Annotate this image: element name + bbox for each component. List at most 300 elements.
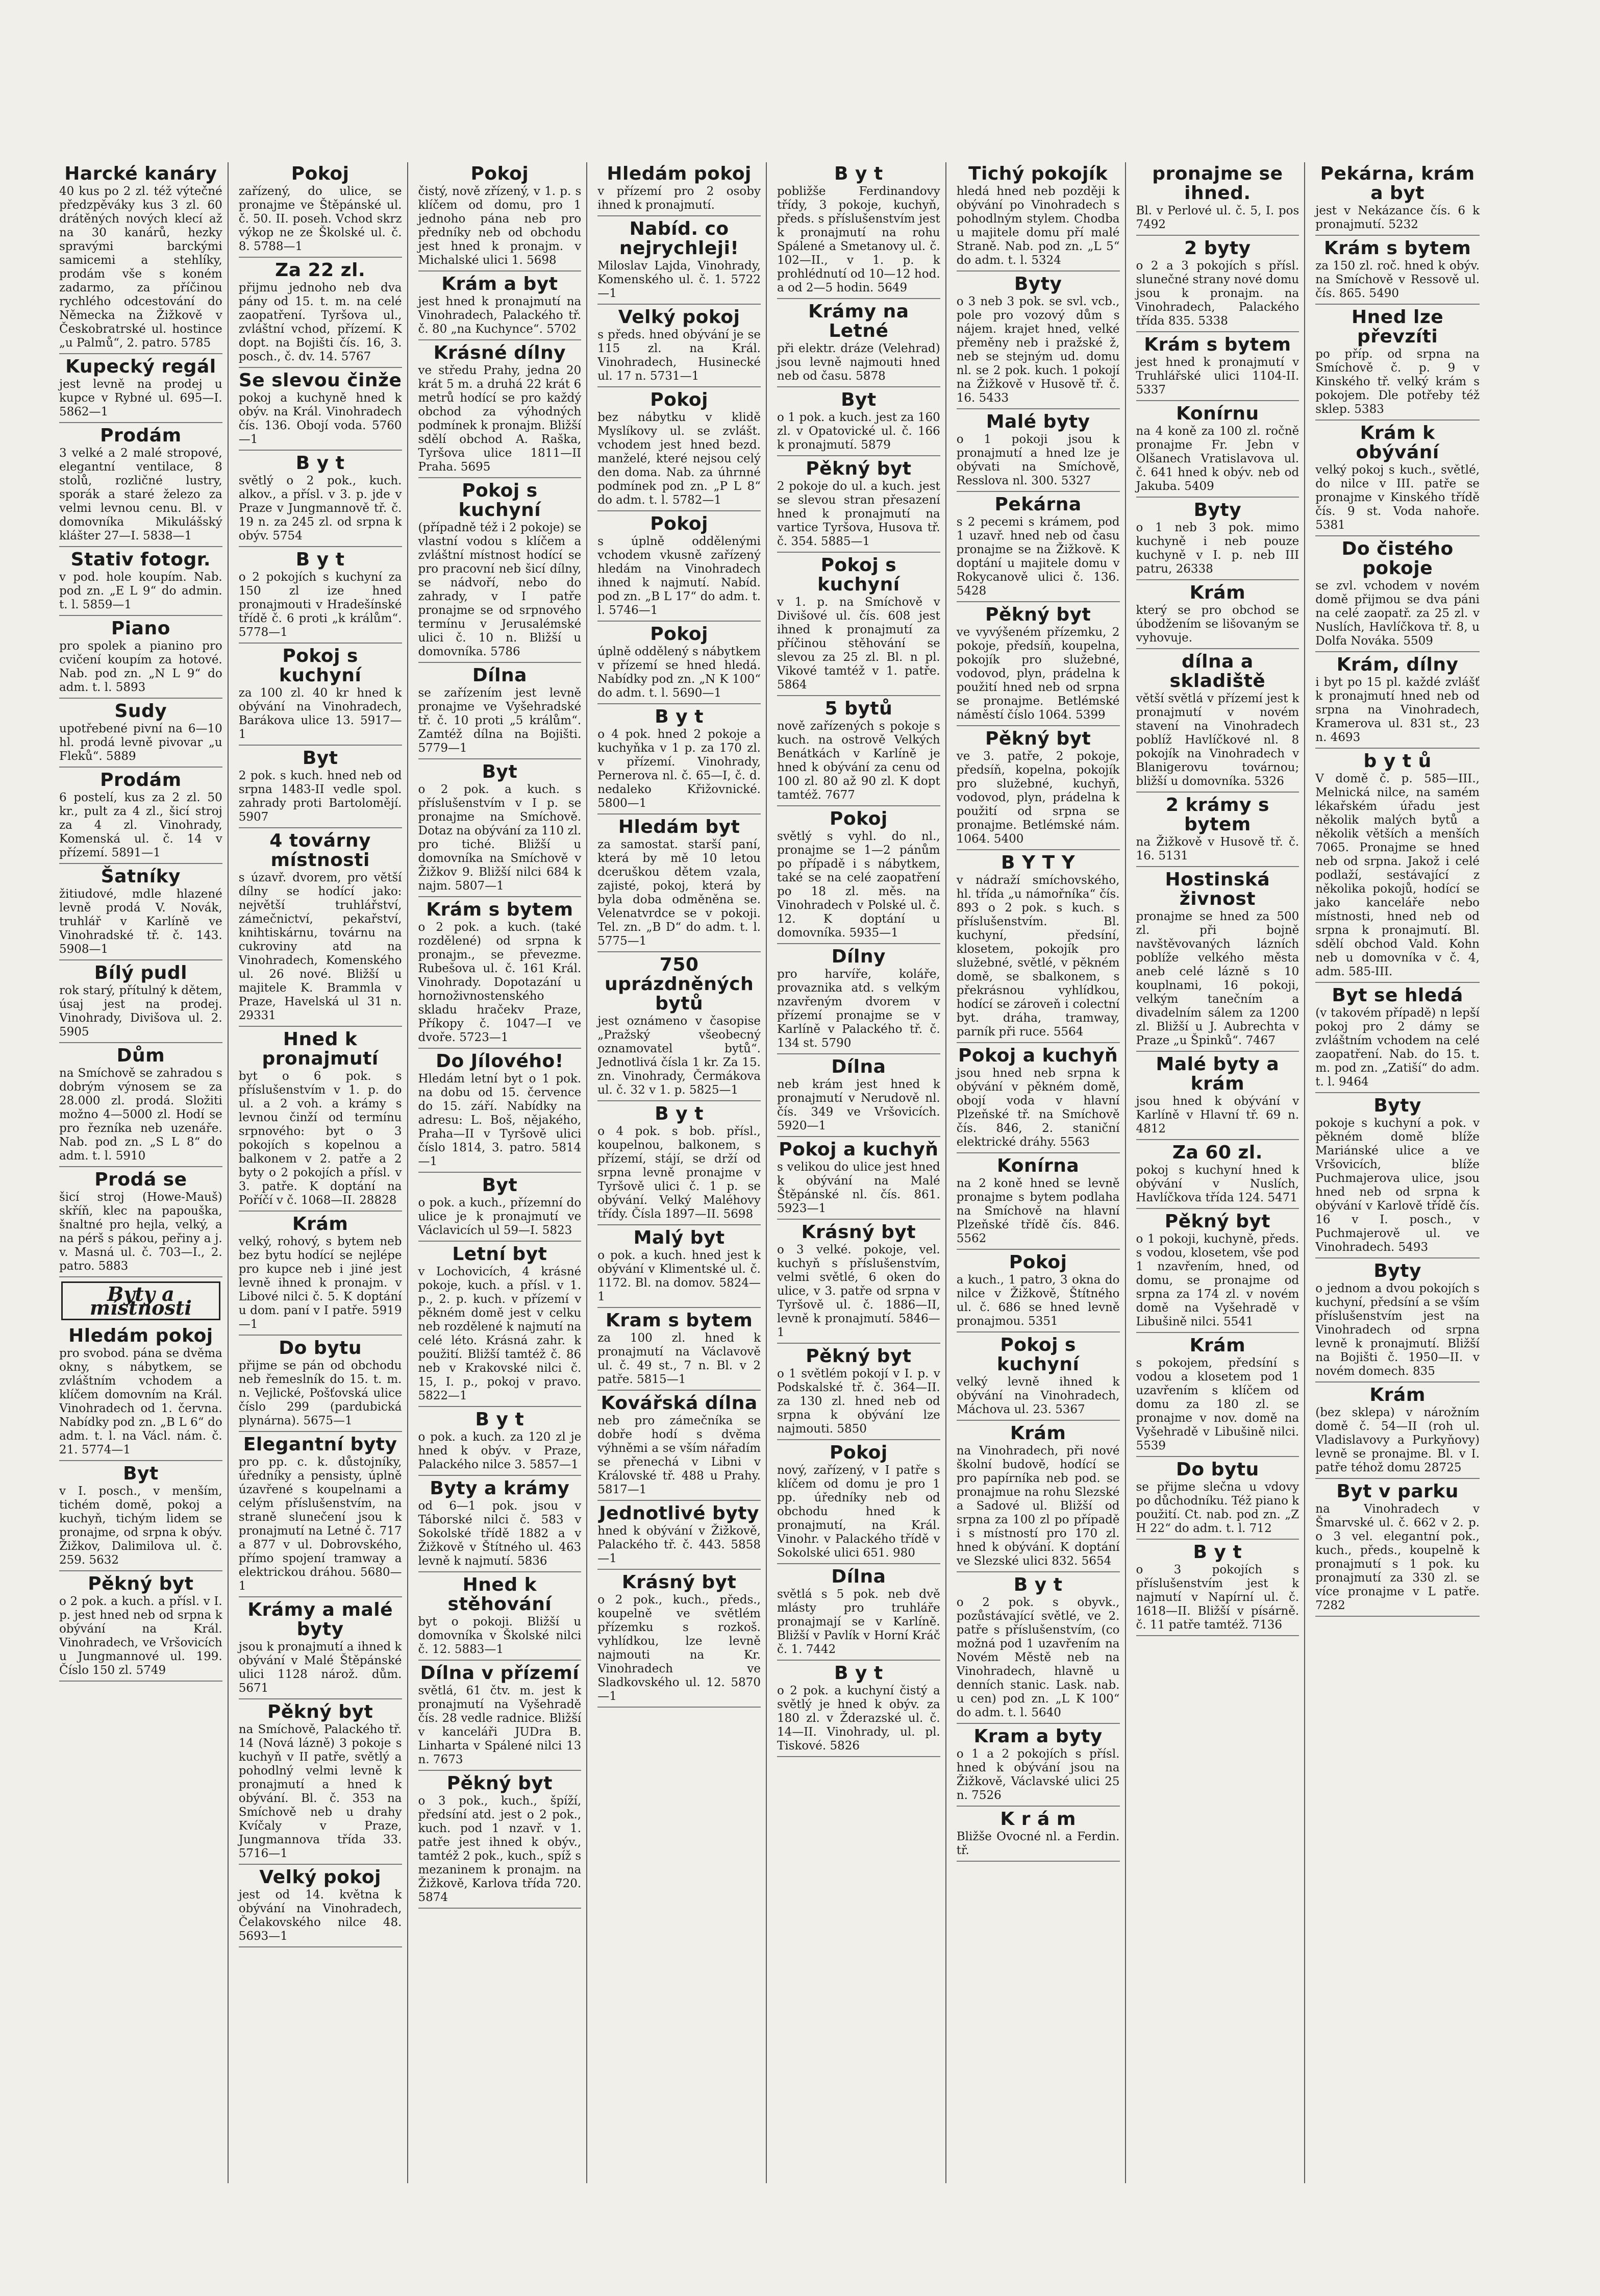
classified-ad xyxy=(597,623,761,704)
page-column xyxy=(774,162,946,2183)
ad-body: v I. posch., v menším, tichém domě, pokoj a kuchyň, tichým lidem se pronajme, od srpna k obýv. Žižkov, Dalimilova ul. č. 259. 5632 xyxy=(59,1485,222,1567)
classified-ad xyxy=(418,1174,582,1242)
newspaper-classifieds-page xyxy=(56,162,1485,2183)
classified-ad xyxy=(957,1044,1120,1153)
ad-body: o pok. a kuch. za 120 zl je hned k obýv. v Praze, Palackého nilce 3. 5857—1 xyxy=(418,1430,582,1471)
classified-ad xyxy=(597,1226,761,1308)
ad-heading: Byty xyxy=(1373,1095,1421,1116)
ad-heading: Krám s bytem xyxy=(1323,238,1471,259)
classified-ad xyxy=(59,1168,222,1277)
ad-body: Bl. v Perlové ul. č. 5, I. pos 7492 xyxy=(1136,204,1299,231)
ad-heading: Krám xyxy=(1010,1423,1066,1444)
ad-body: po příp. od srpna na Smíchově č. p. 9 v Kinského tř. velký krám s pokojem. Dle potřeby též sklep. 5383 xyxy=(1315,348,1480,416)
ad-heading: Pokoj a kuchyň xyxy=(958,1045,1118,1066)
ad-heading: Pekárna xyxy=(994,494,1082,515)
ad-heading: Konírna xyxy=(997,1155,1080,1176)
ad-body: na Vinohradech v Šmarvské ul. č. 662 v 2. p. o 3 vel. elegantní pok., kuch., předs., koupelně k pronajmutí s 1 pok. ku pronajmutí za 330 zl. se více pronajme v L patře. 7282 xyxy=(1315,1502,1480,1612)
page-column xyxy=(56,162,229,2183)
ad-heading: Stativ fotogr. xyxy=(70,549,211,570)
classified-ad xyxy=(1136,1141,1299,1209)
ad-body: na Žižkově v Husově tř. č. 16. 5131 xyxy=(1136,835,1299,862)
ad-heading: Hostinská živnost xyxy=(1165,869,1270,909)
ad-body: pronajme se hned za 500 zl. při bojně navštěvovaných lázních poblíže velkého města aneb celé lázně s 10 kouplnami, 16 pokoji, velkým tanečním a divadelním sálem za 1200 zl. Bližší u J. Aubrechta v Praze „u Špinků“. 7467 xyxy=(1136,910,1299,1047)
classified-ad xyxy=(597,1392,761,1501)
ad-body: Hledám letní byt o 1 pok. na dobu od 15. července do 15. září. Nabídky na adresu: L. Boš, nějakého, Praha—II v Tyršově ulici číslo 1814, 3. patro. 5814—1 xyxy=(418,1072,582,1168)
ad-body: jest v Nekázance čís. 6 k pronajmutí. 5232 xyxy=(1315,204,1480,231)
ad-heading: Byty xyxy=(1193,500,1242,521)
classified-ad xyxy=(59,961,222,1043)
classified-ad xyxy=(597,705,761,814)
ad-heading: Piano xyxy=(111,618,170,639)
ad-body: o 2 pok. a kuch. s příslušenstvím v I p. se pronajme na Smíchově. Dotaz na obývání za 110 zl. pro tiché. Bližší u domovníka na Smíchově v Žižkov 9. Bližší nilci 684 k najm. 5807—1 xyxy=(418,783,582,893)
classified-ad xyxy=(597,953,761,1101)
ad-body: (v takovém případě) n lepší pokoj pro 2 dámy se zvláštním vchodem na celé zaopatření. Nab. do 15. t. m. pod zn. „Zatiší“ do adm. t. l. 9464 xyxy=(1315,1006,1480,1089)
ad-body: jest od 14. května k obývání na Vinohradech, Čelakovského nilce 48. 5693—1 xyxy=(238,1888,402,1943)
classified-ad xyxy=(957,603,1120,726)
ad-body: o 2 pok. a kuchyní čistý a světlý je hned k obýv. za 180 zl. v Žderazské ul. č. 14—II. Vinohrady, ul. pl. Tiskové. 5826 xyxy=(777,1684,940,1752)
classified-ad xyxy=(239,1866,402,1947)
ad-heading: 750 uprázdněných bytů xyxy=(604,954,754,1014)
page-column xyxy=(1133,162,1306,2183)
ad-heading: Byty xyxy=(1014,274,1062,294)
ad-body: Bližše Ovocné nl. a Ferdin. tř. xyxy=(956,1830,1120,1857)
classified-ad xyxy=(957,1573,1120,1724)
classified-ad xyxy=(777,1221,940,1344)
ad-body: se přijme slečna u vdovy po důchodníku. Též piano k použití. Ct. nab. pod zn. „Z H 22“ do adm. t. l. 712 xyxy=(1136,1480,1299,1535)
ad-heading: Malé byty a krám xyxy=(1156,1054,1280,1094)
ad-body: za 100 zl. hned k pronajmutí na Václavově ul. č. 49 st., 7 n. Bl. v 2 patře. 5815—1 xyxy=(597,1331,761,1386)
ad-body: nový, zařízený, v I patře s klíčem od domu je pro 1 pp. úředníky neb od obchodu hned k pronajmutí, na Král. Vinohr. v Palackého třídě v Sokolské ulici 651. 980 xyxy=(777,1464,940,1560)
ad-heading: B y t xyxy=(295,549,345,570)
ad-body: pobližše Ferdinandovy třídy, 3 pokoje, kuchyň, předs. s příslušenstvím jest k pronajmutí na rohu Spálené a Smetanovy ul. č. 102—II., v 1. p. k prohlédnutí od 10—12 hod. a od 2—5 hodin. 5649 xyxy=(777,185,940,294)
ad-body: 2 pokoje do ul. a kuch. jest se slevou stran přesazení hned k pronajmutí na vartice Tyršova, Husova tř. č. 354. 5885—1 xyxy=(777,480,940,548)
ad-body: v pod. hole koupím. Nab. pod zn. „E L 9“ do admin. t. l. 5859—1 xyxy=(59,571,222,611)
ad-body: se zařízením jest levně pronajme ve Vyšehradské tř. č. 10 proti „5 králům“. Zamtéž dílna na Bojišti. 5779—1 xyxy=(418,686,582,755)
ad-body: o 1 pokoji, kuchyně, předs. s vodou, klosetem, vše pod 1 nzavřením, hned, od domu, se pronajme od srpna za 174 zl. v novém domě na Vyšehradě v Libušině nilci. 5541 xyxy=(1136,1232,1299,1328)
ad-heading: Do čistého pokoje xyxy=(1341,538,1454,579)
ad-body: o jednom a dvou pokojích s kuchyní, předsíní a se vším příslušenstvím jest na Vinohradech od srpna levně k pronajmutí. Bližší na Bojišti č. 1950—II. v novém domech. 835 xyxy=(1315,1282,1480,1378)
ad-heading: Nabíd. co nejrychleji! xyxy=(619,218,739,259)
ad-heading: Pokoj xyxy=(650,513,708,534)
ad-heading: Byt xyxy=(482,1175,518,1196)
ad-body: přijmu jednoho neb dva pány od 15. t. m. na celé zaopatření. Tyršova ul., zvláštní vchod, přízemí. K dopt. na Bojišti čís. 16, 3. posch., č. dv. 14. 5767 xyxy=(238,281,402,363)
classified-ad xyxy=(1315,984,1480,1093)
ad-heading: Krám, dílny xyxy=(1336,654,1459,675)
ad-body: čistý, nově zřízený, v 1. p. s klíčem od domu, pro 1 jednoho pána neb pro předníky neb od obchodu jest hned k pronajm. v Michalské ulici 1. 5698 xyxy=(418,185,582,267)
classified-ad xyxy=(239,747,402,828)
ad-heading: 2 krámy s bytem xyxy=(1165,795,1269,835)
ad-heading: Letní byt xyxy=(452,1244,547,1265)
ad-body: 6 postelí, kus za 2 zl. 50 kr., pult za 4 zl., šicí stroj za 4 zl. Vinohrady, Komenská ul. č. 14 v přízemí. 5891—1 xyxy=(59,791,222,859)
classified-ad xyxy=(957,1334,1120,1421)
classified-ad xyxy=(1315,537,1480,652)
ad-heading: B y t xyxy=(1013,1574,1063,1595)
ad-heading: Pokoj xyxy=(1009,1252,1067,1273)
ad-heading: B y t xyxy=(834,1663,883,1684)
ad-heading: Krám s bytem xyxy=(426,899,573,920)
classified-ad xyxy=(59,865,222,960)
ad-body: ve vyvýšeném přízemku, 2 pokoje, předsíň, koupelna, pokojík pro služebné, vodovod, plyn, prádelna k použití hned neb od srpna se pronajme. Betlémské náměstí číslo 1064. 5399 xyxy=(956,626,1120,722)
ad-body: velký pokoj s kuch., světlé, do nilce v III. patře se pronajme v Kinského třídě čís. 9 st. Voda nahoře. 5381 xyxy=(1315,463,1480,532)
ad-body: Miloslav Lajda, Vinohrady, Komenského ul. č. 1. 5722—1 xyxy=(597,259,761,300)
ad-body: s úzavř. dvorem, pro větší dílny se hodící jako: největší truhlářství, zámečnictví, pekařství, knihtiskárnu, továrnu na cukroviny atd na Vinohradech, Komenského ul. 26 nové. Bližší u majitele K. Brammla v Praze, Havelská ul 31 n. 29331 xyxy=(238,871,402,1022)
classified-ad xyxy=(777,1565,940,1661)
classified-ad xyxy=(1136,333,1299,401)
ad-heading: Krásný byt xyxy=(801,1222,916,1243)
classified-ad xyxy=(1315,750,1480,983)
ad-heading: Hned k stěhování xyxy=(447,1574,552,1615)
ad-body: v Lochovicích, 4 krásné pokoje, kuch. a přísl. v 1. p., 2. p. kuch. v přízemí v pěkném domě jest v celku neb rozdělené k najmutí na celé léto. Krásná zahr. k použití. Bližší tamtéž č. 86 neb v Krakovské nilci č. 15, I. p., pokoj v pravo. 5822—1 xyxy=(418,1265,582,1402)
classified-ad xyxy=(1315,422,1480,536)
classified-ad xyxy=(418,1477,582,1572)
ad-heading: Elegantní byty xyxy=(243,1434,397,1455)
ad-body: nově zařízených s pokoje s kuch. na ostrově Velkých Benátkách v Karlíně je hned k obývání za cenu od 100 zl. 80 až 90 zl. K dopt tamtéž. 7677 xyxy=(777,720,940,802)
ad-heading: B y t xyxy=(655,706,704,727)
ad-heading: Byt v parku xyxy=(1336,1481,1459,1502)
classified-ad xyxy=(957,493,1120,602)
ad-heading: Jednotlivé byty xyxy=(599,1503,759,1524)
classified-ad xyxy=(777,1662,940,1757)
ad-body: od 6—1 pok. jsou v Táborské nilci č. 583 v Sokolské třídě 1882 a v Žižkově v Štítného ul. 463 levně k najmutí. 5836 xyxy=(418,1499,582,1568)
ad-heading: Do Jílového! xyxy=(436,1051,564,1072)
ad-heading: Pokoj xyxy=(830,1442,888,1463)
section-banner: Byty a místnosti xyxy=(61,1281,220,1320)
ad-heading: Tichý pokojík xyxy=(968,163,1108,184)
page-column xyxy=(236,162,408,2183)
classified-ad xyxy=(1136,581,1299,649)
ad-heading: Malé byty xyxy=(986,411,1090,432)
ad-body: který se pro obchod se úbodžením se lišovaným se vyhovuje. xyxy=(1136,604,1299,645)
ad-heading: Hledám pokoj xyxy=(607,163,752,184)
classified-ad xyxy=(1315,1260,1480,1382)
ad-body: světlá, 61 čtv. m. jest k pronajmutí na Vyšehradě čís. 28 vedle radnice. Bližší v kanceláři JUDra B. Linharta v Spálené nilci 13 n. 7673 xyxy=(418,1684,582,1766)
ad-heading: Pekárna, krám a byt xyxy=(1320,163,1475,204)
ad-heading: Se slevou činže xyxy=(238,370,402,391)
ad-heading: Pěkný byt xyxy=(1164,1211,1271,1232)
classified-ad xyxy=(239,452,402,547)
classified-ad xyxy=(418,1408,582,1476)
classified-ad xyxy=(59,700,222,768)
classified-ad xyxy=(418,760,582,897)
classified-ad xyxy=(418,1772,582,1909)
ad-body: žitiudové, mdle hlazené levně prodá V. Novák, truhlář v Karlíně ve Vinohradské tř. č. 143. 5908—1 xyxy=(59,887,222,956)
classified-ad xyxy=(1136,402,1299,498)
ad-body: V domě č. p. 585—III., Melnická nilce, na samém lékařském úřadu jest několik malých bytů a několik větších a menších 7065. Pronajme se hned neb od srpna. Jakož i celé podlaží, sestávající z několika pokojů, hodící se jako kanceláře nebo místnosti, hned neb od srpna k pronajmutí. Bl. sdělí obchod Vald. Kohn neb u domovníka v č. 4, adm. 585-III. xyxy=(1315,772,1480,978)
ad-heading: Krám s bytem xyxy=(1144,334,1291,355)
ad-heading: Dílna xyxy=(831,1056,886,1077)
ad-body: neb krám jest hned k pronajmutí v Nerudově nl. čís. 349 ve Vršovicích. 5920—1 xyxy=(777,1078,940,1132)
classified-ad xyxy=(59,355,222,423)
classified-ad xyxy=(239,1700,402,1865)
ad-heading: Hledám byt xyxy=(618,817,740,837)
classified-ad xyxy=(59,1572,222,1682)
ad-heading: Krámy na Letné xyxy=(808,301,909,341)
classified-ad xyxy=(597,816,761,952)
ad-body: při elektr. dráze (Velehrad) jsou levně najmouti hned neb od času. 5878 xyxy=(777,342,940,383)
ad-body: pokoje s kuchyní a pok. v pěkném domě blíže Mariánské ulice a ve Vršovicích, blíže Puchmajerova ulice, jsou hned neb od srpna k obývání v Karlově třídě čís. 16 v I. posch., v Puchmajerově ul. ve Vinohradech. 5493 xyxy=(1315,1117,1480,1254)
ad-heading: Krám xyxy=(1189,1335,1246,1356)
ad-body: velký, rohový, s bytem neb bez bytu hodící se nejlépe pro kupce neb i jiné jest levně ihned k pronajm. v Libové nilci č. 5. K doptání u dom. paní v I patře. 5919—1 xyxy=(238,1235,402,1331)
classified-ad xyxy=(239,1433,402,1597)
classified-ad xyxy=(1136,868,1299,1052)
page-column xyxy=(594,162,767,2183)
classified-ad xyxy=(597,1502,761,1570)
ad-heading: 2 byty xyxy=(1184,238,1251,259)
ad-heading: Prodám xyxy=(100,770,182,791)
ad-heading: Za 60 zl. xyxy=(1172,1142,1263,1163)
classified-ad xyxy=(957,162,1120,271)
ad-body: 2 pok. s kuch. hned neb od srpna 1483-II vedle spol. zahrady proti Bartolomějí. 5907 xyxy=(238,769,402,824)
ad-heading: Do bytu xyxy=(1176,1459,1259,1480)
classified-ad xyxy=(597,306,761,387)
classified-ad xyxy=(597,1571,761,1708)
ad-heading: Byt se hledá xyxy=(1332,985,1463,1006)
ad-body: jest levně na prodej u kupce v Rybné ul. 695—I. 5862—1 xyxy=(59,378,222,418)
ad-body: s úplně oddělenými vchodem vkusně zařízený hledám na Vinohradech ihned k najmutí. Nabíd. pod zn. „B L 17“ do adm. t. l. 5746—1 xyxy=(597,535,761,617)
ad-body: ve středu Prahy, jedna 20 krát 5 m. a druhá 22 krát 6 metrů hodící se pro každý obchod za výhodných podmínek k pronajm. Bližší sdělí obchod A. Raška, Tyršova ulice 1811—II Praha. 5695 xyxy=(418,364,582,474)
ad-body: s velikou do ulice jest hned k obývání na Malé Štěpánské nl. čís. 861. 5923—1 xyxy=(777,1161,940,1215)
ad-heading: Pěkný byt xyxy=(985,728,1091,749)
ad-heading: Pokoj s kuchyní xyxy=(996,1335,1080,1375)
ad-heading: Do bytu xyxy=(279,1338,362,1359)
ad-heading: B y t xyxy=(655,1103,704,1124)
ad-heading: Krám k obývání xyxy=(1356,423,1439,463)
ad-body: pokoj s kuchyní hned k obývání v Nuslích, Havlíčkova třída 124. 5471 xyxy=(1136,1164,1299,1204)
ad-body: byt o pokoji. Bližší u domovníka v Školské nilci č. 12. 5883—1 xyxy=(418,1615,582,1656)
classified-ad xyxy=(597,217,761,305)
ad-body: ve 3. patře, 2 pokoje, předsíň, kopelna, pokojík pro služebné, kuchyň, vodovod, plyn, prádelna k použití od srpna se pronajme. Betlémské nám. 1064. 5400 xyxy=(956,750,1120,846)
page-column xyxy=(415,162,588,2183)
ad-heading: Pěkný byt xyxy=(806,458,912,479)
ad-heading: K r á m xyxy=(1000,1809,1076,1830)
ad-body: o 1 pok. a kuch. jest za 160 zl. v Opatovické ul. č. 166 k pronajmutí. 5879 xyxy=(777,411,940,452)
ad-heading: 4 továrny místnosti xyxy=(269,830,371,871)
classified-ad xyxy=(1136,1541,1299,1636)
classified-ad xyxy=(418,1573,582,1661)
ad-body: světlý o 2 pok., kuch. alkov., a přísl. v 3. p. jde v Praze v Jungmannově tř. č. 19 n. za 245 zl. od srpna k obýv. 5754 xyxy=(238,474,402,542)
ad-body: hned k obývání v Žižkově, Palackého tř. č. 443. 5858—1 xyxy=(597,1524,761,1565)
classified-ad xyxy=(777,300,940,387)
classified-ad xyxy=(239,829,402,1027)
ad-heading: Dům xyxy=(116,1045,165,1066)
ad-heading: Hned k pronajmutí xyxy=(262,1029,379,1069)
ad-body: velký levně ihned k obývání na Vinohradech, Máchova ul. 23. 5367 xyxy=(956,1375,1120,1416)
ad-heading: Krám a byt xyxy=(441,274,558,294)
ad-heading: Prodá se xyxy=(94,1169,187,1190)
classified-ad xyxy=(597,388,761,511)
ad-heading: Byt xyxy=(302,748,338,769)
classified-ad xyxy=(1315,1384,1480,1479)
ad-heading: Kupecký regál xyxy=(65,356,216,377)
classified-ad xyxy=(239,645,402,746)
ad-heading: Kram s bytem xyxy=(605,1310,753,1331)
ad-heading: Pokoj xyxy=(650,389,708,410)
classified-ad xyxy=(418,898,582,1049)
classified-ad xyxy=(957,727,1120,850)
ad-body: jsou hned neb srpna k obývání v pěkném domě, obojí voda v hlavní Plzeňské tř. na Smíchově čís. 846, 2. staniční elektrické dráhy. 5563 xyxy=(956,1067,1120,1149)
classified-ad xyxy=(777,1345,940,1440)
classified-ad xyxy=(59,424,222,547)
classified-ad xyxy=(597,162,761,216)
ad-heading: Pěkný byt xyxy=(985,604,1091,625)
classified-ad xyxy=(957,1422,1120,1572)
ad-heading: Velký pokoj xyxy=(618,307,740,328)
ad-heading: pronajme se ihned. xyxy=(1152,163,1283,204)
classified-ad xyxy=(59,1462,222,1571)
ad-heading: Krásný byt xyxy=(621,1572,737,1593)
classified-ad xyxy=(239,369,402,451)
ad-body: přijme se pán od obchodu neb řemeslník do 15. t. m. n. Vejlické, Pošťovská ulice číslo 299 (pardubická plynárna). 5675—1 xyxy=(238,1359,402,1427)
ad-heading: B y t xyxy=(475,1409,524,1430)
classified-ad xyxy=(418,1050,582,1173)
classified-ad xyxy=(418,1662,582,1771)
ad-body: s 2 pecemi s krámem, pod 1 uzavř. hned neb od času pronajme se na Žižkově. K doptání u majitele domu v Rokycanově ulici č. 136. 5428 xyxy=(956,515,1120,598)
ad-body: o 3 pok., kuch., špíží, předsíní atd. jest o 2 pok., kuch. pod 1 nzavř. v 1. patře jest ihned k obýv., tamtéž 2 pok., kuch., spíž s mezaninem k pronajm. na Žižkově, Karlova třída 720. 5874 xyxy=(418,1794,582,1904)
ad-body: o 1 světlém pokojí v I. p. v Podskalské tř. č. 364—II. za 130 zl. hned neb od srpna k obývání lze najmouti. 5850 xyxy=(777,1367,940,1436)
ad-heading: Dílna xyxy=(472,665,527,686)
classified-ad xyxy=(1136,237,1299,332)
classified-ad xyxy=(1315,1094,1480,1258)
classified-ad xyxy=(1315,653,1480,749)
ad-heading: Pokoj xyxy=(291,163,349,184)
classified-ad xyxy=(418,1243,582,1407)
ad-body: jest oznámeno v časopise „Pražský všeobecný oznamovatel bytů“. Jednotlivá čísla 1 kr. Za 15. zn. Vinohrady, Čermákova ul. č. 32 v 1. p. 5825—1 xyxy=(597,1015,761,1097)
ad-body: o pok. a kuch., přízemní do ulice je k pronajmutí ve Václavicích ul 59—I. 5823 xyxy=(418,1196,582,1237)
classified-ad xyxy=(1136,1458,1299,1540)
classified-ad xyxy=(777,388,940,456)
classified-ad xyxy=(777,807,940,944)
classified-ad xyxy=(59,548,222,616)
ad-heading: Byt xyxy=(482,761,518,782)
classified-ad xyxy=(59,1044,222,1167)
ad-heading: dílna a skladiště xyxy=(1169,651,1266,692)
ad-body: rok starý, přítulný k dětem, úsaj jest na prodej. Vinohrady, Divišova ul. 2. 5905 xyxy=(59,984,222,1039)
ad-heading: 5 bytů xyxy=(824,698,893,719)
ad-heading: Pokoj s kuchyní xyxy=(279,646,362,686)
classified-ad xyxy=(59,1324,222,1461)
ad-heading: Pěkný byt xyxy=(446,1773,553,1794)
classified-ad xyxy=(597,1309,761,1391)
classified-ad xyxy=(1315,237,1480,305)
classified-ad xyxy=(59,162,222,354)
ad-body: pro harvíře, koláře, provaznika atd. s velkým nzavřeným dvorem v přízemí pronajme se v Karlíně v Palackého tř. č. 134 st. 5790 xyxy=(777,968,940,1050)
ad-heading: Hledám pokoj xyxy=(68,1325,213,1346)
ad-heading: Byt xyxy=(841,389,877,410)
classified-ad xyxy=(418,341,582,478)
ad-heading: Šatníky xyxy=(101,866,181,887)
ad-heading: Pěkný byt xyxy=(88,1573,194,1594)
classified-ad xyxy=(59,617,222,699)
ad-heading: Krám xyxy=(1189,582,1246,603)
classified-ad xyxy=(957,410,1120,492)
classified-ad xyxy=(1136,1210,1299,1333)
ad-body: na Smíchově, Palackého tř. 14 (Nová lázně) 3 pokoje s kuchyň v II patře, světlý a pohodlný velmi levně k pronajmutí a hned k obývání. Bl. č. 353 na Smíchově neb u drahy Kvíčaly v Praze, Jungmannova třída 33. 5716—1 xyxy=(238,1723,402,1860)
ad-heading: Pokoj s kuchyní xyxy=(817,555,900,595)
classified-ad xyxy=(1315,162,1480,236)
ad-body: na Vinohradech, při nové školní budově, hodící se pro papírníka neb pod. se pronajmue na rohu Slezské a Sadové ul. Bližší od srpna za 100 zl po případě i s místností pro 170 zl. hned k obývání. K doptání ve Slezské ulici 832. 5654 xyxy=(956,1444,1120,1568)
classified-ad xyxy=(239,1337,402,1432)
ad-body: o 2 pokojích s kuchyní za 150 zl ize hned pronajmouti v Hradešínské třídě č. 6 proti „k králům“. 5778—1 xyxy=(238,571,402,639)
ad-heading: Za 22 zl. xyxy=(275,260,366,281)
ad-body: na Smíchově se zahradou s dobrým výnosem se za 28.000 zl. prodá. Složiti možno 4—5000 zl. Hodí se pro řezníka neb uzenáře. Nab. pod zn. „S L 8“ do adm. t. l. 5910 xyxy=(59,1067,222,1163)
ad-body: zařízený, do ulice, se pronajme ve Štěpánské ul. č. 50. II. poseh. Vchod skrz výkop ne ze Školské ul. č. 8. 5788—1 xyxy=(238,185,402,253)
ad-heading: Pokoj s kuchyní xyxy=(458,480,541,521)
classified-ad xyxy=(1136,162,1299,236)
ad-body: o pok. a kuch. hned jest k obývání v Klimentské ul. č. 1172. Bl. na domov. 5824—1 xyxy=(597,1249,761,1303)
classified-ad xyxy=(239,548,402,644)
classified-ad xyxy=(1136,1334,1299,1457)
ad-body: bez nábytku v klidě Myslíkovy ul. se zvlášt. vchodem jest hned bezd. manželé, které nejsou celý den doma. Nab. za úhrnné podmínek pod zn. „P L 8“ do adm. t. l. 5782—1 xyxy=(597,411,761,507)
classified-ad xyxy=(957,1154,1120,1250)
ad-body: v 1. p. na Smíchově v Divišové ul. čís. 608 jest ihned k pronajmutí za příčinou stěhování se slevou za 25 zl. Bl. n pl. Vikové tamtéž v 1. patře. 5864 xyxy=(777,596,940,692)
ad-body: 3 velké a 2 malé stropové, elegantní ventilace, 8 stolů, rozličné lustry, sporák a staré železo za velmi levnou cenu. Bl. v domovníka Mikulášský klášter 27—I. 5838—1 xyxy=(59,447,222,542)
ad-heading: b y t ů xyxy=(1363,751,1432,772)
classified-ad xyxy=(1136,794,1299,867)
ad-heading: Prodám xyxy=(100,425,182,446)
classified-ad xyxy=(957,1725,1120,1807)
classified-ad xyxy=(239,1028,402,1212)
ad-body: byt o 6 pok. s příslušenstvím v 1. p. do ul. a 2 voh. a krámy s levnou činží od termínu srpnového: byt o 3 pokojích s kopelnou a balkonem v 2. patře a 2 byty o 2 pokojích a přísl. v 3. patře. K doptání na Poříčí v č. 1068—II. 28828 xyxy=(238,1070,402,1207)
classified-ad xyxy=(1315,306,1480,421)
ad-body: se zvl. vchodem v novém domě přijmou se dva páni na celé zaopatř. za 25 zl. v Nuslích, Havlíčkova tř. 8, u Dolfa Nováka. 5509 xyxy=(1315,579,1480,648)
ad-heading: Dílny xyxy=(831,946,886,967)
ad-body: o 1 a 2 pokojích s přísl. hned k obývání jsou na Žižkově, Václavské ulici 25 n. 7526 xyxy=(956,1747,1120,1802)
ad-body: na 2 koně hned se levně pronajme s bytem podlaha na Smíchově na hlavní Plzeňské třídě čís. 846. 5562 xyxy=(956,1177,1120,1245)
page-column xyxy=(1312,162,1485,2183)
ad-body: na 4 koně za 100 zl. ročně pronajme Fr. Jebn v Olšanech Vratislavova ul. č. 641 hned k obýv. neb od Jakuba. 5409 xyxy=(1136,425,1299,493)
classified-ad xyxy=(957,273,1120,409)
classified-ad xyxy=(1136,650,1299,793)
ad-heading: Pokoj xyxy=(470,163,529,184)
classified-ad xyxy=(597,512,761,622)
ad-body: s předs. hned obývání je se 115 zl. na Král. Vinohradech, Husinecké ul. 17 n. 5731—1 xyxy=(597,328,761,383)
ad-body: s pokojem, předsíní s vodou a klosetem pod 1 uzavřením s klíčem od domu za 180 zl. se pronajme v nov. domě na Vyšehradě v Libušině nilci. 5539 xyxy=(1136,1356,1299,1452)
ad-heading: Kram a byty xyxy=(973,1726,1103,1747)
ad-body: (bez sklepa) v nárožním domě č. 54—II (roh ul. Vladislavovy a Purkyňovy) levně se pronajme. Bl. v I. patře téhož domu 28725 xyxy=(1315,1406,1480,1474)
classified-ad xyxy=(777,945,940,1054)
classified-ad xyxy=(777,1441,940,1564)
classified-ad xyxy=(957,1251,1120,1332)
ad-heading: B y t xyxy=(834,163,883,184)
classified-ad xyxy=(597,1102,761,1225)
ad-heading: Harcké kanáry xyxy=(64,163,217,184)
ad-heading: B Y T Y xyxy=(1001,852,1076,873)
ad-heading: Pokoj a kuchyň xyxy=(779,1139,939,1160)
ad-body: jest hned k pronajmutí na Vinohradech, Palackého tř. č. 80 „na Kuchynce“. 5702 xyxy=(418,295,582,336)
ad-body: o 2 pok., kuch., předs., koupelně ve světlém přízemku s rozkoš. vyhlídkou, lze levně najmouti na Kr. Vinohradech ve Sladkovského ul. 12. 5870—1 xyxy=(597,1593,761,1703)
ad-heading: Sudy xyxy=(114,701,167,722)
classified-ad xyxy=(957,851,1120,1043)
ad-heading: Pokoj xyxy=(830,808,888,829)
classified-ad xyxy=(777,457,940,553)
ad-body: pro pp. c. k. důstojníky, úředníky a pensisty, úplně úzavřené s koupelnami a celým příslušenstvím, na straně slunečení jsou k pronajmutí na Letné č. 717 a 877 v ul. Dobrovského, přímo spojení tramway a elektrickou dráhou. 5680—1 xyxy=(238,1455,402,1593)
classified-ad xyxy=(418,664,582,759)
ad-body: jsou k pronajmutí a ihned k obývání v Malé Štěpánské ulici 1128 nárož. dům. 5671 xyxy=(238,1640,402,1695)
ad-body: za samostat. starší paní, která by mě 10 letou dceruškou dětem vzala, zajisté, pokoj, která by byla doba odměněna se. Velenatvrdce se v pokoji. Tel. zn. „B D“ do adm. t. l. 5775—1 xyxy=(597,838,761,948)
ad-body: v nádraží smíchovského, hl. třída „u námořníka“ čís. 893 o 2 pok. s kuch. s příslušenstvím. Bl. kuchyní, předsíní, klosetem, pokojík pro služebné, světlé, v pěkném domě, se sbalkonem, s překrásnou vyhlídkou, hodící se zároveň i colectní byt. dráha, tramway, parník při ruce. 5564 xyxy=(956,874,1120,1039)
ad-heading: Dílna v přízemí xyxy=(420,1663,580,1684)
ad-body: hledá hned neb později k obývání po Vinohradech s pohodlným stylem. Chodba u majitele domu pří malé Straně. Nab. pod zn. „L 5“ do adm. t. l. 5324 xyxy=(956,185,1120,267)
ad-heading: B y t xyxy=(295,453,345,474)
ad-body: upotřebené pivní na 6—10 hl. prodá levně pivovar „u Fleků“. 5889 xyxy=(59,722,222,763)
ad-body: neb pro zámečníka se dobře hodí s dvěma výhněmi a se vším nářadím se přenechá v Libni v Královské tř. 488 u Prahy. 5817—1 xyxy=(597,1414,761,1496)
classified-ad xyxy=(957,1808,1120,1862)
classified-ad xyxy=(1136,1053,1299,1140)
ad-heading: Bílý pudl xyxy=(94,962,187,983)
ad-body: v přízemí pro 2 osoby ihned k pronajmutí. xyxy=(597,185,761,212)
ad-body: o 2 a 3 pokojích s přísl. slunečné strany nové domu jsou k pronajm. na Vinohradech, Palackého třída 835. 5338 xyxy=(1136,259,1299,328)
classified-ad xyxy=(777,554,940,696)
